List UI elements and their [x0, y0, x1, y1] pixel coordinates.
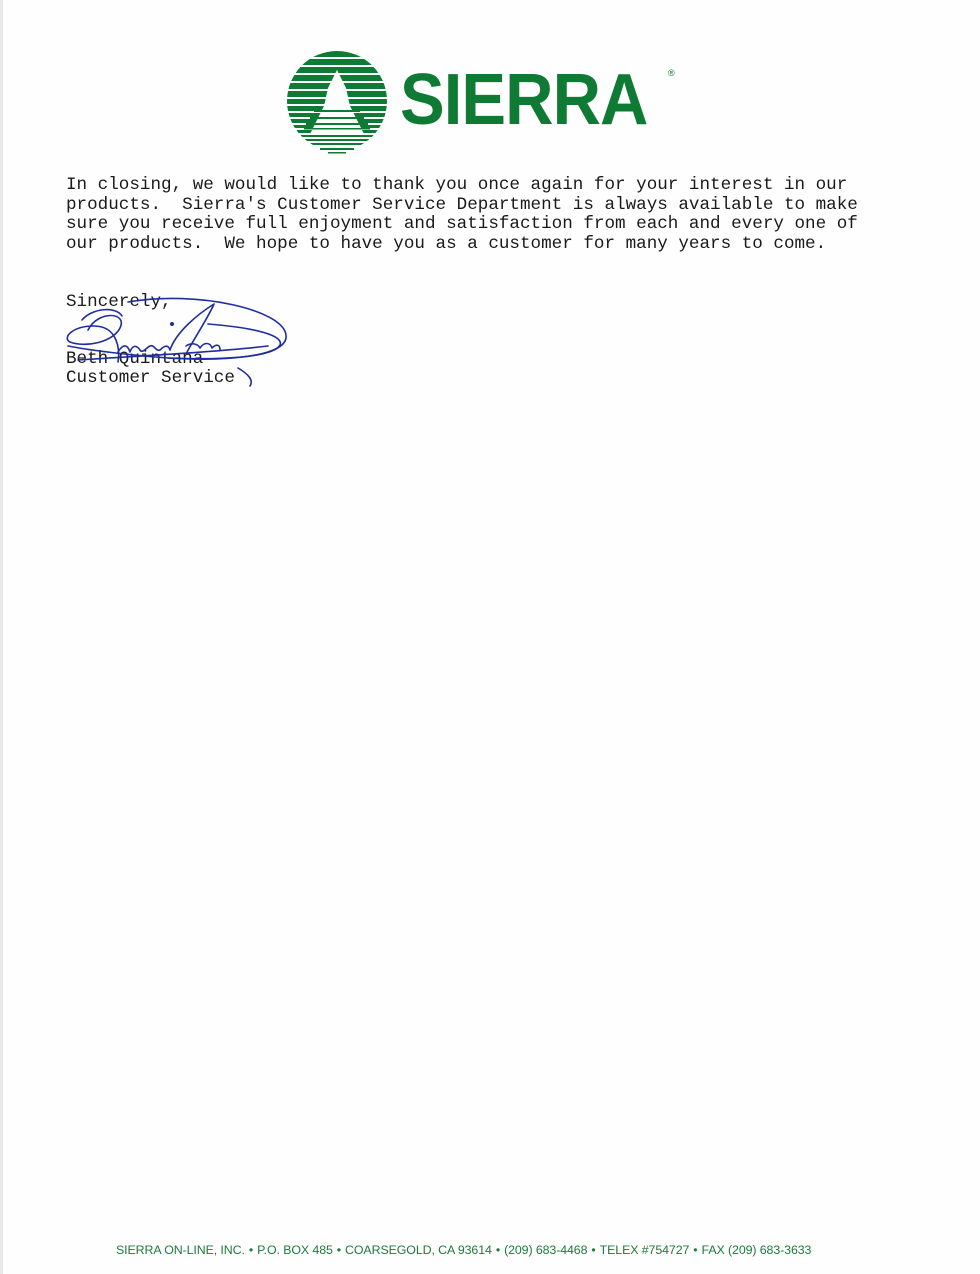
company-wordmark: SIERRA — [400, 60, 648, 140]
footer-separator: • — [591, 1243, 596, 1257]
signer-name: Beth Quintana — [66, 349, 204, 369]
letterhead — [284, 48, 694, 158]
body-line: our products. We hope to have you as a customer for many years to come. — [66, 233, 827, 254]
footer-separator: • — [336, 1243, 342, 1257]
signer-title: Customer Service — [66, 368, 235, 388]
footer-phone: (209) 683-4468 — [504, 1243, 588, 1257]
footer-telex: TELEX #754727 — [599, 1243, 690, 1257]
body-line: sure you receive full enjoyment and satisfaction from each and every one of — [66, 214, 858, 234]
sierra-mountain-logo-icon — [284, 48, 390, 154]
registered-mark: ® — [668, 68, 675, 78]
footer-separator: • — [495, 1243, 501, 1257]
footer-company: SIERRA ON-LINE, INC. — [116, 1243, 245, 1257]
footer-po-box: P.O. BOX 485 — [257, 1243, 333, 1257]
footer-fax: FAX (209) 683-3633 — [701, 1243, 812, 1257]
body-line: In closing, we would like to thank you once again for your interest in our — [66, 175, 848, 195]
footer-address — [116, 1243, 876, 1257]
closing-salutation: Sincerely, — [66, 292, 172, 312]
footer-city: COARSEGOLD, CA 93614 — [345, 1243, 492, 1257]
letter-body — [66, 176, 946, 254]
footer-separator: • — [693, 1243, 698, 1257]
body-line: products. Sierra's Customer Service Department is always available to make — [66, 194, 858, 215]
footer-separator: • — [248, 1243, 254, 1257]
